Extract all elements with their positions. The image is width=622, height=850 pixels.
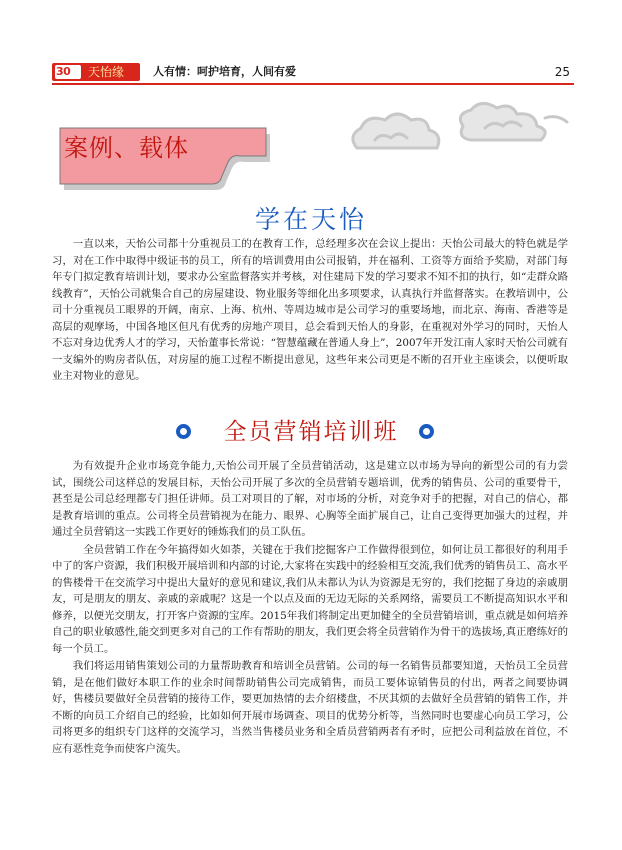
ring-icon — [419, 424, 434, 439]
section-title-marketing: 全员营销培训班 — [223, 419, 399, 445]
paragraph: 全员营销工作在今年搞得如火如荼，关键在于我们挖掘客户工作做得很到位，如何让员工都很好的利用手中了的客户资源，我们积极开展培训和内部的讨论,大家将在实践中的经验相互交流,我们优秀的销售员工、高水平的售楼骨干在交流学习中提出大量好的意见和建议,我们从未都认为认为资源是无穷的，我们挖掘了身边的亲戚朋友，可是朋友的朋友、亲戚的亲戚呢？这是一个以点及面的无边无际的关系网络，需要员工不断提高知识水平和修养，以便光交朋友，打开客户资源的宝库。2015年我们将制定出更加健全的全员营销培训，重点就是如何培养自己的职业敏感性,能交到更多对自己的工作有帮助的朋友，我们更会将全员营销作为骨干的选拔场,真正磨练好的每一个员工。 — [52, 543, 568, 655]
magazine-name: 天怡缘 — [88, 65, 125, 79]
section-marketing-body — [52, 458, 568, 757]
page-number: 25 — [554, 65, 570, 79]
banner-label: 案例、载体 — [64, 134, 189, 162]
page-bottom — [0, 838, 622, 850]
cloud-icon — [345, 96, 575, 158]
magazine-logo — [52, 63, 140, 81]
column-title: 人有情：呵护培育，人间有爱 — [153, 65, 296, 78]
page-header — [52, 62, 574, 82]
header-divider — [52, 83, 574, 85]
paragraph: 为有效提升企业市场竞争能力,天怡公司开展了全员营销活动，这是建立以市场为导向的新型公司的有力尝试，围绕公司这样总的发展目标，天怡公司开展了多次的全员营销专题培训，优秀的销售员、公司的重要骨干，甚至是公司总经理都专门担任讲师。员工对项目的了解，对市场的分析，对竞争对手的把握，对自己的信心，都是教育培训的重点。公司将全员营销视为在能力、眼界、心胸等全面扩展自己，让自己变得更加强大的过程，并通过全员营销这一实践工作更好的锤炼我们的员工队伍。 — [52, 460, 568, 538]
section-study-body — [52, 236, 568, 385]
paragraph: 我们将运用销售策划公司的力量帮助教育和培训全员营销。公司的每一名销售员都要知道，天怡员工全员营销，是在他们做好本职工作的业余时间帮助销售公司完成销售，而员工要体谅销售员的付出，两者之间要协调好，售楼员要做好全员营销的接待工作，要更加热情的去介绍楼盘，不厌其烦的去做好全员营销的销售工作，并不断的向员工介绍自己的经验，比如如何开展市场调查、项目的优势分析等，当然同时也要虚心向员工学习，公司将更多的组织专门这样的交流学习，当然当售楼员业务和全盾员营销两者有矛时，应把公司利益放在首位，不应有恶性竞争而使客户流失。 — [52, 660, 568, 755]
case-banner — [52, 114, 272, 194]
logo-number: 30 — [56, 65, 71, 78]
section-title-bar — [0, 415, 622, 449]
section-title-study: 学在天怡 — [254, 205, 367, 234]
paragraph: 一直以来，天怡公司都十分重视员工的在教育工作，总经理多次在会议上提出：天怡公司最大的特色就是学习，对在工作中取得中级证书的员工，所有的培训费用由公司报销，并在福利、工资等方面给予奖励，对部门每年专门拟定教育培训计划，要求办公室监督落实并考核，对住建局下发的学习要求不知不扣的执行，如“走群众路线教育”，天怡公司就集合自己的房屋建设、物业服务等细化出多项要求，认真执行并监督落实。在教培训中，公司十分重视员工眼界的开阔，南京、上海、杭州、等周边城市是公司学习的重要场地，而北京、海南、香港等是高层的观摩场，中国各地区但凡有优秀的房地产项目，总会看到天怡人的身影，在重视对外学习的同时，天怡人不忘对身边优秀人才的学习，天怡董事长常说：“智慧蕴藏在普通人身上”，2007年开发江南人家时天怡公司就有一支编外的购房者队伍，对房屋的施工过程不断提出意见，这些年来公司更是不断的召开业主座谈会，以便听取业主对物业的意见。 — [52, 238, 568, 382]
